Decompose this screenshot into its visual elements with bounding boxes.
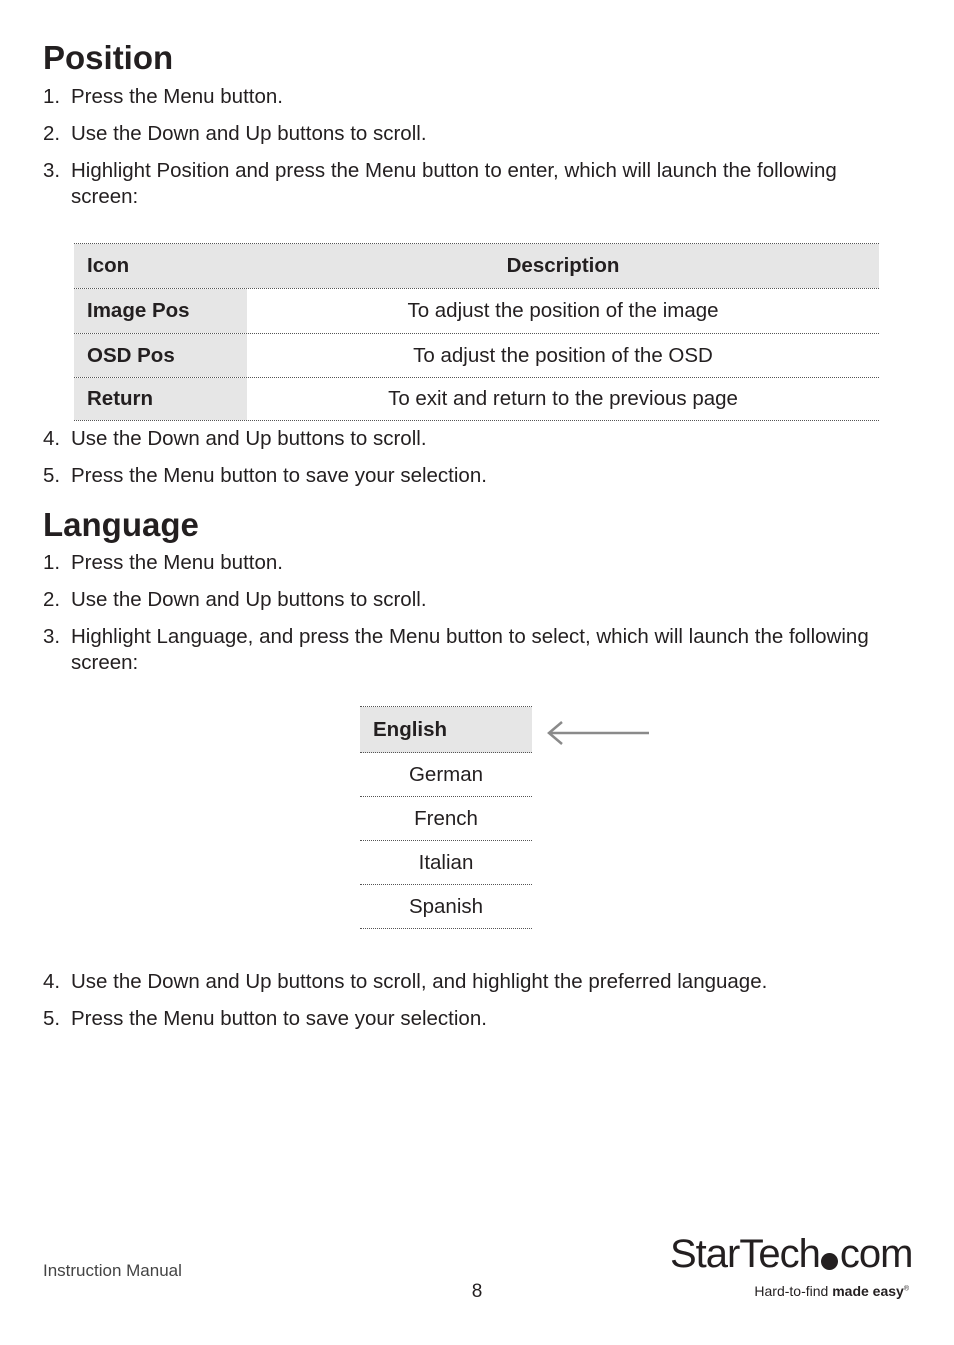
description-cell: To adjust the position of the image: [407, 299, 719, 322]
logo-dot-icon: [821, 1253, 838, 1270]
step-number: 5.: [43, 464, 61, 487]
table-row: [74, 289, 879, 334]
step-number: 4.: [43, 970, 61, 993]
step-text: Use the Down and Up buttons to scroll.: [71, 588, 427, 611]
step-number: 2.: [43, 588, 61, 611]
language-step-4: [43, 969, 873, 995]
language-option-spanish: Spanish: [360, 885, 532, 929]
step-text: Highlight Position and press the Menu button to enter, which will launch the following screen:: [71, 159, 837, 208]
icon-cell: Image Pos: [74, 289, 247, 333]
registered-mark: ®: [903, 1285, 909, 1293]
logo-tagline: [754, 1283, 909, 1299]
position-step-5: [43, 463, 873, 489]
step-text: Use the Down and Up buttons to scroll.: [71, 427, 427, 450]
position-options-table: [74, 243, 879, 421]
step-text: Press the Menu button to save your selection.: [71, 1007, 487, 1030]
icon-cell: Return: [74, 378, 247, 420]
language-option-english: English: [360, 707, 532, 753]
step-number: 2.: [43, 122, 61, 145]
language-heading: Language: [43, 506, 199, 543]
step-text: Use the Down and Up buttons to scroll, and highlight the preferred language.: [71, 970, 768, 993]
position-step-3: [43, 158, 873, 210]
description-cell: To adjust the position of the OSD: [413, 343, 713, 367]
tagline-text: Hard-to-find: [754, 1283, 833, 1299]
logo-brand-text: StarTech: [670, 1232, 820, 1276]
footer-manual-label: Instruction Manual: [43, 1261, 182, 1280]
logo-wordmark: [670, 1232, 912, 1276]
language-step-3: [43, 624, 873, 676]
step-number: 3.: [43, 159, 61, 182]
position-step-1: [43, 84, 873, 110]
header-description-cell: Description: [247, 244, 879, 288]
language-step-5: [43, 1006, 873, 1032]
step-text: Press the Menu button.: [71, 551, 283, 574]
step-number: 4.: [43, 427, 61, 450]
language-options-list: [360, 706, 532, 929]
logo-domain-text: com: [839, 1232, 913, 1276]
step-text: Press the Menu button to save your selection.: [71, 464, 487, 487]
step-text: Press the Menu button.: [71, 85, 283, 108]
description-cell: To exit and return to the previous page: [388, 387, 738, 410]
header-icon-cell: Icon: [74, 244, 247, 288]
position-step-4: [43, 426, 873, 452]
table-row: [74, 334, 879, 378]
step-text: Use the Down and Up buttons to scroll.: [71, 122, 427, 145]
table-header-row: [74, 244, 879, 289]
language-option-german: German: [360, 753, 532, 797]
left-arrow-icon: [546, 719, 652, 747]
icon-cell: OSD Pos: [74, 334, 247, 377]
language-step-1: [43, 550, 873, 576]
language-option-italian: Italian: [360, 841, 532, 885]
page-number: 8: [471, 1281, 483, 1302]
table-row: [74, 378, 879, 421]
startech-logo: [670, 1232, 915, 1304]
step-number: 1.: [43, 85, 61, 108]
step-number: 5.: [43, 1007, 61, 1030]
step-text: Highlight Language, and press the Menu button to select, which will launch the following screen:: [71, 625, 869, 674]
position-heading: Position: [43, 39, 174, 76]
language-option-french: French: [360, 797, 532, 841]
step-number: 3.: [43, 625, 61, 648]
language-step-2: [43, 587, 873, 613]
position-step-2: [43, 121, 873, 147]
step-number: 1.: [43, 551, 61, 574]
tagline-bold-text: made easy: [832, 1283, 904, 1299]
